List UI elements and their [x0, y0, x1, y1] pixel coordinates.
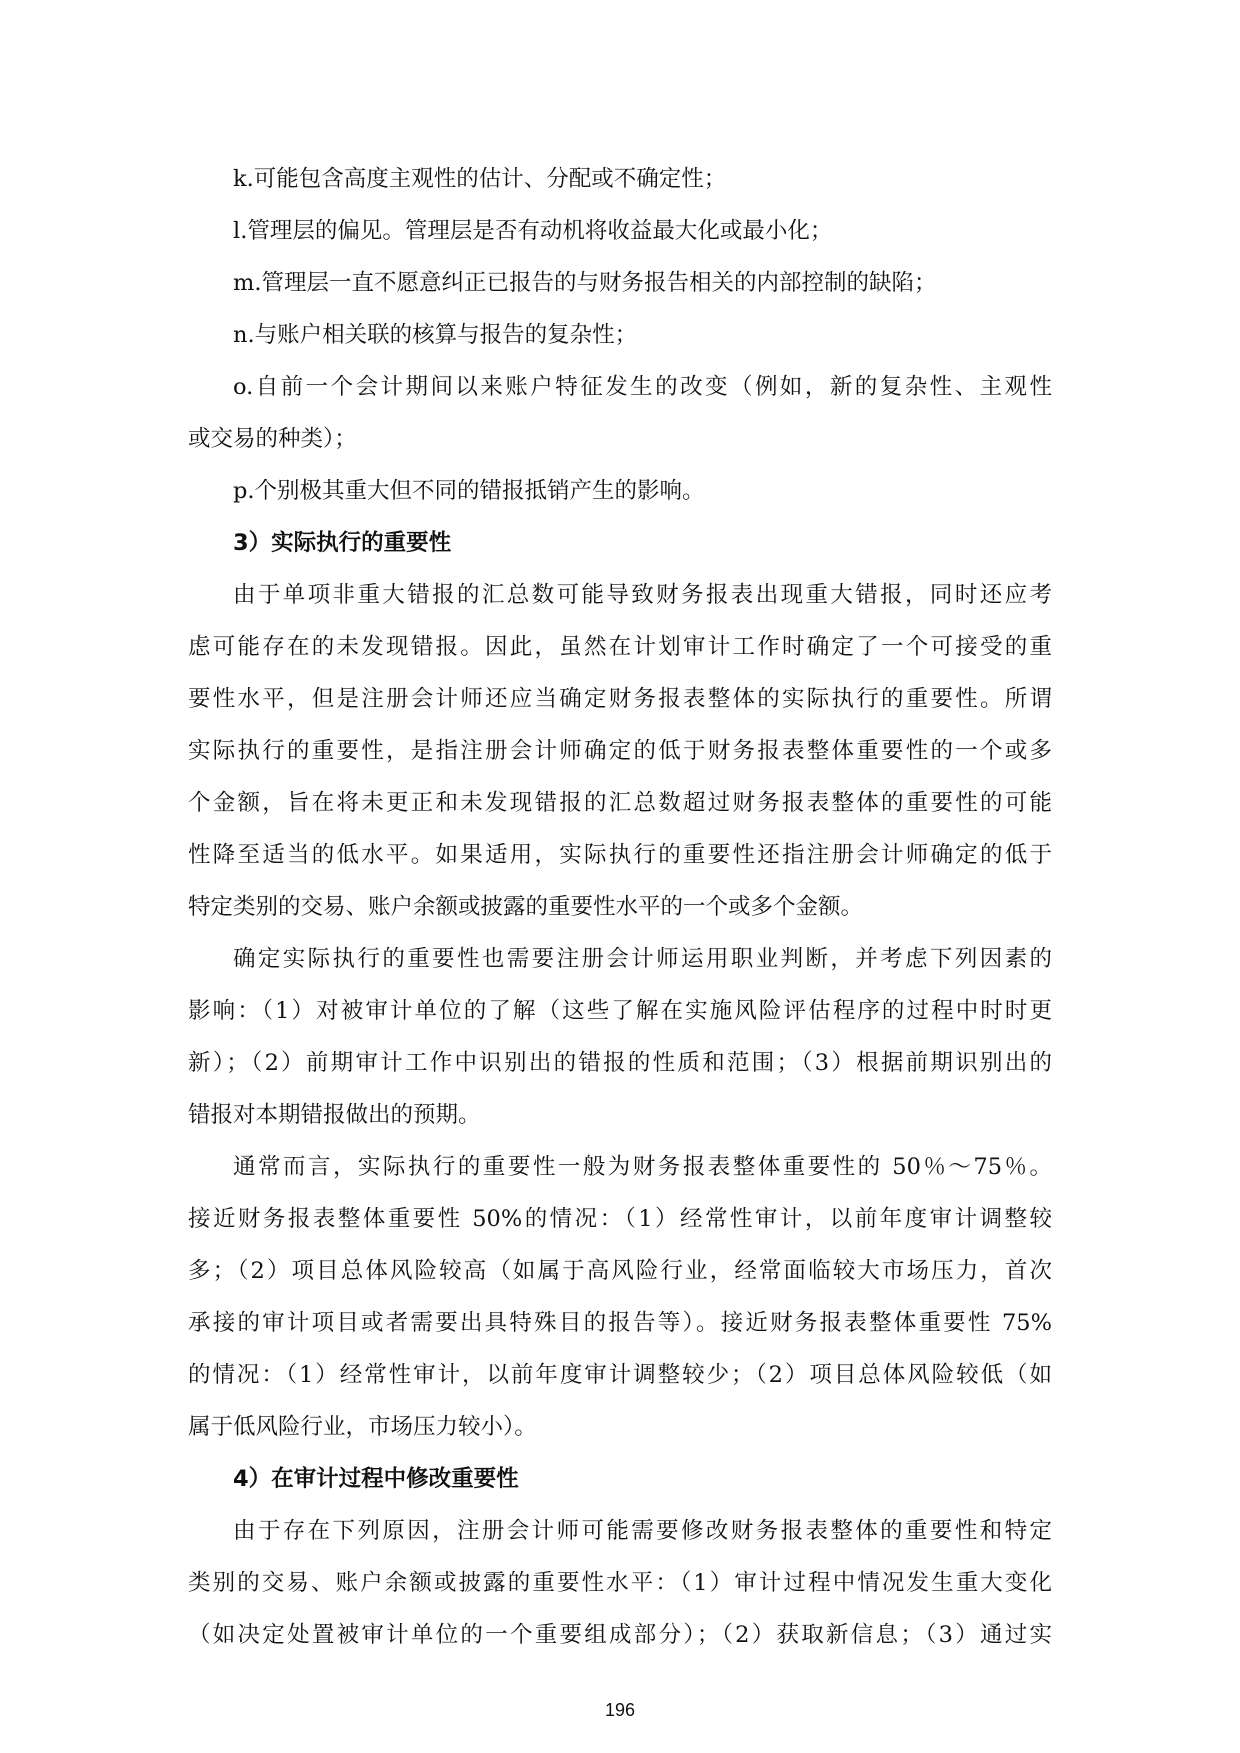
paragraph-line: 错报对本期错报做出的预期。: [188, 1102, 481, 1128]
paragraph-line: （如决定处置被审计单位的一个重要组成部分）；（2）获取新信息；（3）通过实: [188, 1622, 1052, 1648]
page-number: 196: [604, 1700, 636, 1720]
document-body: [188, 153, 1052, 1661]
paragraph-line: 类别的交易、账户余额或披露的重要性水平：（1）审计过程中情况发生重大变化: [188, 1570, 1052, 1596]
section-heading-actual-materiality: 3）实际执行的重要性: [233, 530, 452, 556]
list-item-n: n.与账户相关联的核算与报告的复杂性；: [233, 322, 638, 348]
paragraph-line: 由于单项非重大错报的汇总数可能导致财务报表出现重大错报，同时还应考: [233, 582, 1052, 608]
list-item-m: m.管理层一直不愿意纠正已报告的与财务报告相关的内部控制的缺陷；: [233, 270, 937, 296]
paragraph-line: 接近财务报表整体重要性 50%的情况：（1）经常性审计，以前年度审计调整较: [188, 1206, 1052, 1232]
paragraph-line: 性降至适当的低水平。如果适用，实际执行的重要性还指注册会计师确定的低于: [188, 842, 1052, 868]
list-item-l: l.管理层的偏见。管理层是否有动机将收益最大化或最小化；: [233, 218, 833, 244]
paragraph-line: 由于存在下列原因，注册会计师可能需要修改财务报表整体的重要性和特定: [233, 1518, 1052, 1544]
list-item-o-continued: 或交易的种类）；: [188, 426, 357, 452]
paragraph-line: 个金额，旨在将未更正和未发现错报的汇总数超过财务报表整体的重要性的可能: [188, 790, 1052, 816]
paragraph-line: 实际执行的重要性，是指注册会计师确定的低于财务报表整体重要性的一个或多: [188, 738, 1052, 764]
paragraph-line: 虑可能存在的未发现错报。因此，虽然在计划审计工作时确定了一个可接受的重: [188, 634, 1052, 660]
paragraph-line: 要性水平，但是注册会计师还应当确定财务报表整体的实际执行的重要性。所谓: [188, 686, 1052, 712]
paragraph-line: 特定类别的交易、账户余额或披露的重要性水平的一个或多个金额。: [188, 894, 864, 920]
section-heading-revise-materiality: 4）在审计过程中修改重要性: [233, 1466, 519, 1492]
paragraph-line: 多；（2）项目总体风险较高（如属于高风险行业，经常面临较大市场压力，首次: [188, 1258, 1052, 1284]
paragraph-line: 影响：（1）对被审计单位的了解（这些了解在实施风险评估程序的过程中时时更: [188, 998, 1052, 1024]
paragraph-line: 承接的审计项目或者需要出具特殊目的报告等）。接近财务报表整体重要性 75%: [188, 1310, 1052, 1336]
list-item-o: o.自前一个会计期间以来账户特征发生的改变（例如，新的复杂性、主观性: [233, 374, 1052, 400]
paragraph-line: 通常而言，实际执行的重要性一般为财务报表整体重要性的 50％～75％。: [233, 1154, 1052, 1180]
paragraph-line: 属于低风险行业，市场压力较小）。: [188, 1414, 537, 1440]
paragraph-line: 新）；（2）前期审计工作中识别出的错报的性质和范围；（3）根据前期识别出的: [188, 1050, 1052, 1076]
paragraph-line: 的情况：（1）经常性审计，以前年度审计调整较少；（2）项目总体风险较低（如: [188, 1362, 1052, 1388]
list-item-p: p.个别极其重大但不同的错报抵销产生的影响。: [233, 478, 705, 504]
paragraph-line: 确定实际执行的重要性也需要注册会计师运用职业判断，并考虑下列因素的: [233, 946, 1052, 972]
list-item-k: k.可能包含高度主观性的估计、分配或不确定性；: [233, 166, 727, 192]
